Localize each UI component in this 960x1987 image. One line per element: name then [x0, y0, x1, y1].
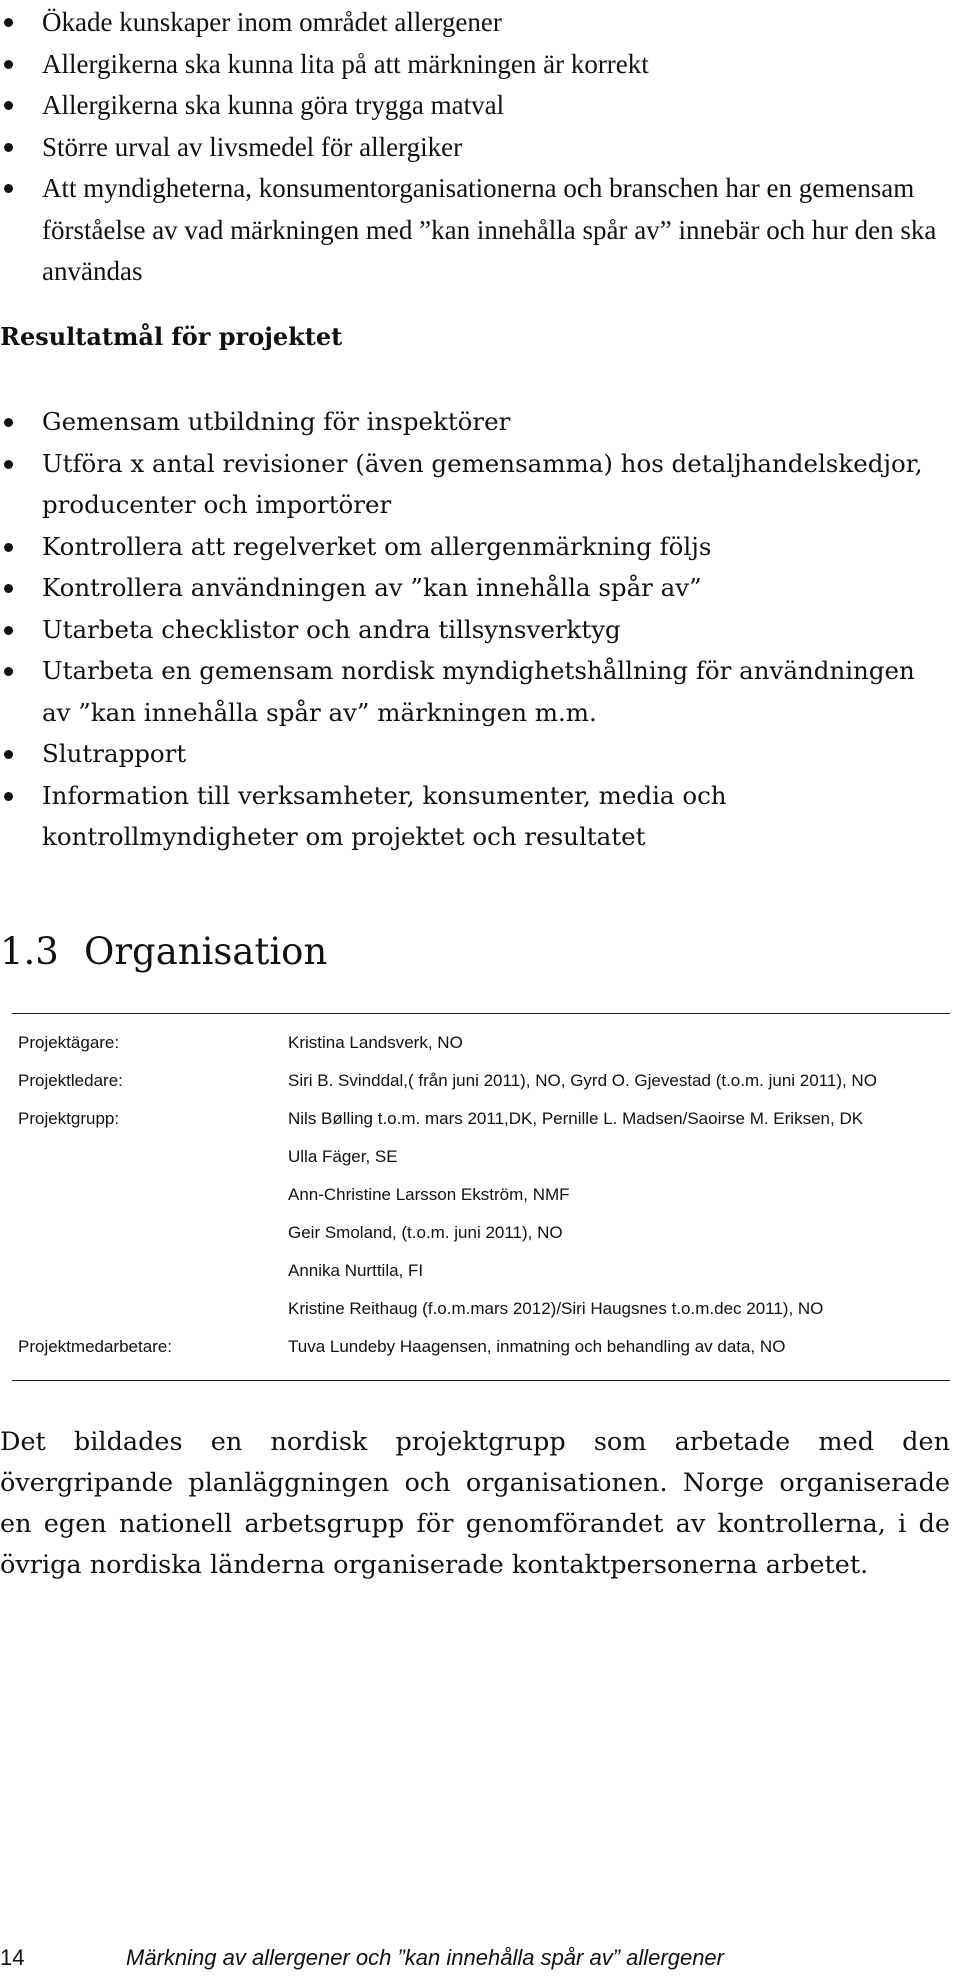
bullet-icon — [4, 792, 13, 801]
member-name: Nils Bølling t.o.m. mars 2011,DK, Pernille L. Madsen/Saoirse M. Eriksen, DK — [288, 1109, 864, 1128]
member-name: Kristine Reithaug (f.o.m.mars 2012)/Siri Haugsnes t.o.m.dec 2011), NO — [288, 1299, 824, 1318]
results-list-item: Utarbeta checklistor och andra tillsynsverktyg — [0, 609, 940, 651]
member-name: Ulla Fäger, SE — [288, 1147, 398, 1166]
member-name: Kristina Landsverk, NO — [288, 1033, 463, 1052]
bullet-icon — [4, 667, 13, 676]
results-list-item: Kontrollera att regelverket om allergenmärkning följs — [0, 526, 940, 568]
bullet-icon — [4, 143, 13, 152]
bullet-icon — [4, 60, 13, 69]
results-list-item: Kontrollera användningen av ”kan innehålla spår av” — [0, 567, 940, 609]
table-row — [18, 1138, 948, 1176]
results-list-item: Gemensam utbildning för inspektörer — [0, 401, 940, 443]
table-row — [18, 1290, 948, 1328]
role-label: Projektledare: — [18, 1071, 123, 1090]
bullet-icon — [4, 750, 13, 759]
member-name: Ann-Christine Larsson Ekström, NMF — [288, 1185, 570, 1204]
section-number: 1.3 — [0, 930, 59, 973]
bullet-icon — [4, 18, 13, 27]
table-row — [18, 1328, 948, 1366]
member-name: Geir Smoland, (t.o.m. juni 2011), NO — [288, 1223, 563, 1242]
table-row — [18, 1062, 948, 1100]
results-list — [0, 401, 940, 858]
table-bottom-rule — [12, 1380, 950, 1381]
member-name: Annika Nurttila, FI — [288, 1261, 424, 1280]
results-list-item: Utarbeta en gemensam nordisk myndighetshållning för användningen av ”kan innehålla spår av” märkningen m.m. — [0, 650, 940, 733]
page-number: 14 — [0, 1945, 25, 1970]
page-footer — [0, 1945, 960, 1985]
bullet-icon — [4, 418, 13, 427]
table-row — [18, 1176, 948, 1214]
running-title: Märkning av allergener och ”kan innehålla spår av” allergener — [126, 1945, 724, 1970]
results-list-item: Utföra x antal revisioner (även gemensamma) hos detaljhandelskedjor, producenter och importörer — [0, 443, 940, 526]
goals-list-item: Att myndigheterna, konsumentorganisationerna och branschen har en gemensam förståelse av vad märkningen med ”kan innehålla spår av” innebär och hur den ska användas — [0, 168, 940, 293]
table-top-rule — [12, 1013, 950, 1014]
goals-list-item: Ökade kunskaper inom området allergener — [0, 2, 940, 44]
results-heading: Resultatmål för projektet — [0, 322, 343, 351]
bullet-icon — [4, 184, 13, 193]
section-heading — [0, 930, 327, 973]
bullet-icon — [4, 101, 13, 110]
bullet-icon — [4, 460, 13, 469]
member-name: Tuva Lundeby Haagensen, inmatning och behandling av data, NO — [288, 1337, 786, 1356]
bullet-icon — [4, 584, 13, 593]
goals-list-item: Större urval av livsmedel för allergiker — [0, 127, 940, 169]
organisation-table — [18, 1024, 948, 1366]
goals-list — [0, 2, 940, 293]
table-row — [18, 1214, 948, 1252]
table-row — [18, 1252, 948, 1290]
role-label: Projektmedarbetare: — [18, 1337, 173, 1356]
bullet-icon — [4, 626, 13, 635]
body-paragraph: Det bildades en nordisk projektgrupp som arbetade med den övergripande planläggningen och organisationen. Norge organiserade en egen nationell arbetsgrupp för genomförandet av kontrollerna, i de övriga nordiska länderna organiserade kontaktpersonerna arbetet. — [0, 1427, 950, 1580]
bullet-icon — [4, 543, 13, 552]
section-title: Organisation — [84, 930, 328, 973]
results-list-item: Information till verksamheter, konsumenter, media och kontrollmyndigheter om projektet och resultatet — [0, 775, 940, 858]
goals-list-item: Allergikerna ska kunna lita på att märkningen är korrekt — [0, 44, 940, 86]
table-row — [18, 1100, 948, 1138]
member-name: Siri B. Svinddal,( från juni 2011), NO, Gyrd O. Gjevestad (t.o.m. juni 2011), NO — [288, 1071, 877, 1090]
results-list-item: Slutrapport — [0, 733, 940, 775]
table-row — [18, 1024, 948, 1062]
role-label: Projektägare: — [18, 1033, 120, 1052]
role-label: Projektgrupp: — [18, 1109, 120, 1128]
goals-list-item: Allergikerna ska kunna göra trygga matval — [0, 85, 940, 127]
